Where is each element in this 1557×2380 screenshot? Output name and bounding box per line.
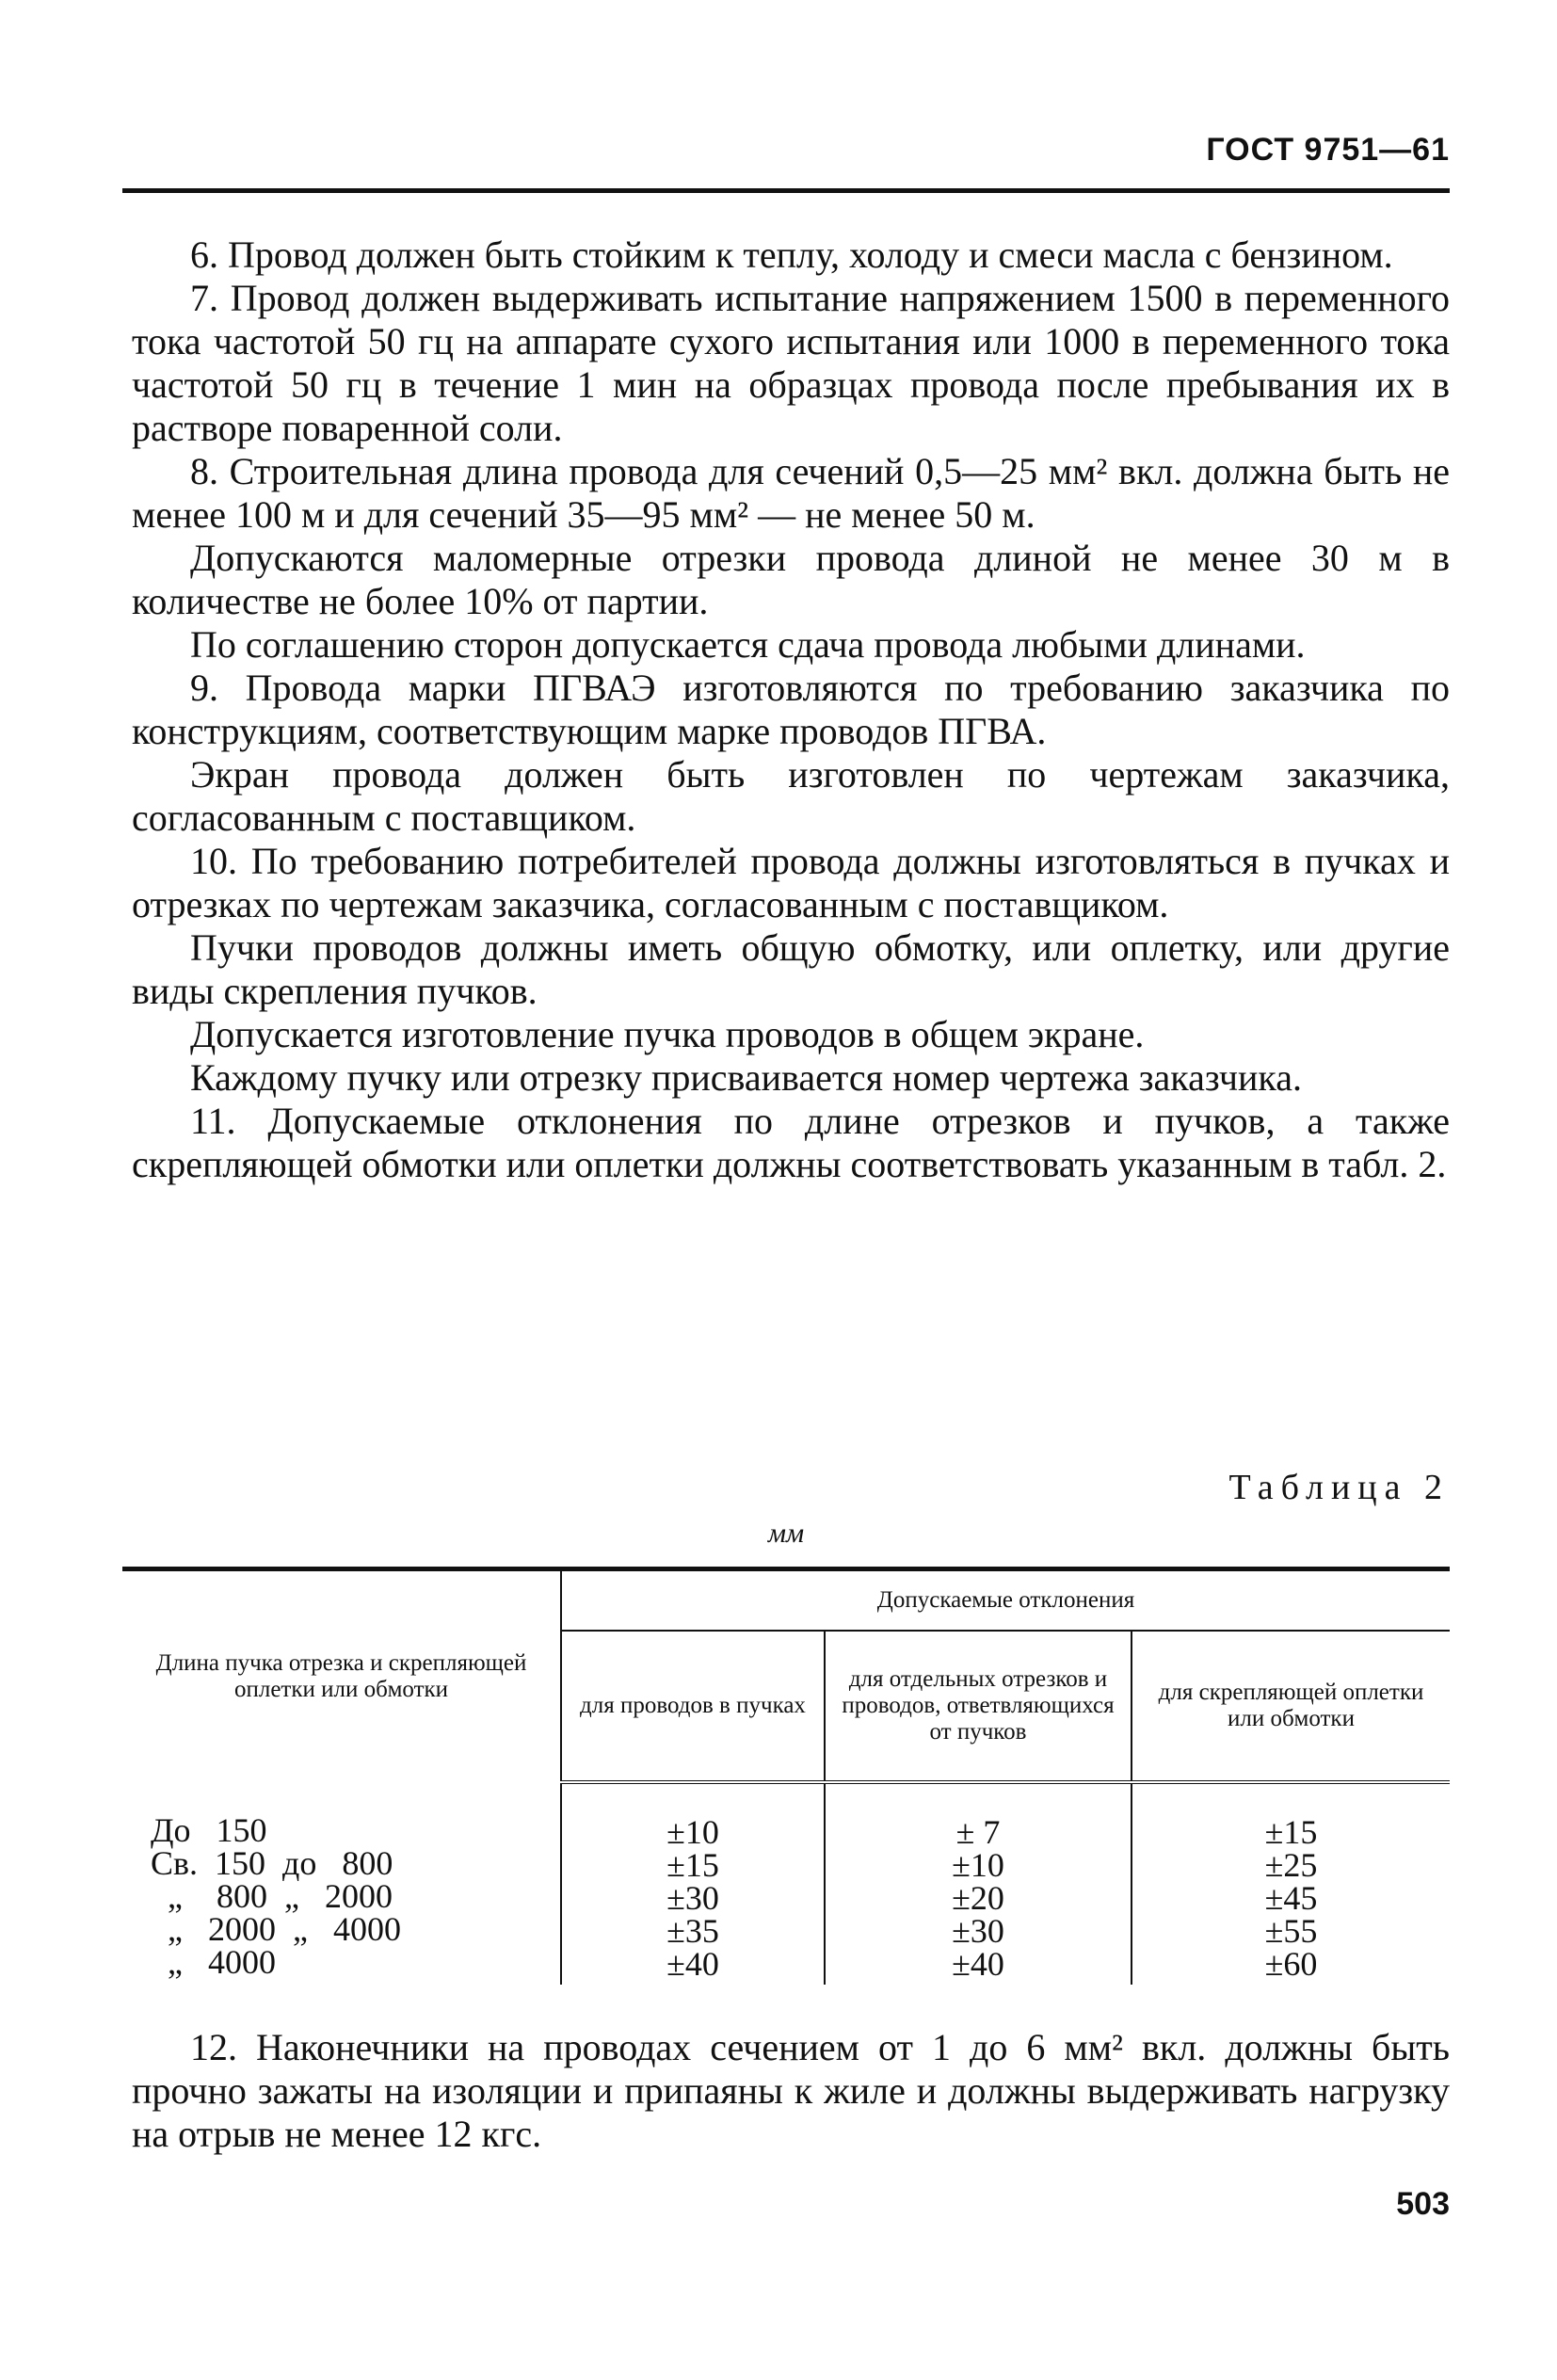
header-binding: для скрепляющей оплетки или обмотки <box>1132 1631 1450 1782</box>
document-body <box>132 233 1450 1186</box>
paragraph: Пучки проводов должны иметь общую обмотку, или оплетку, или другие виды скрепления пучков. <box>132 926 1450 1012</box>
paragraph: По соглашению сторон допускается сдача провода любыми длинами. <box>190 623 1306 666</box>
paragraph: 6. Провод должен быть стойким к теплу, холоду и смеси масла с бензином. <box>190 233 1393 276</box>
cell-bundles: ±10 ±15 ±30 ±35 ±40 <box>561 1782 825 1985</box>
paragraph: 9. Провода марки ПГВАЭ изготовляются по требованию заказчика по конструкциям, соответствующим марке проводов ПГВА. <box>132 667 1450 752</box>
paragraph: Каждому пучку или отрезку присваивается номер чертежа заказчика. <box>190 1056 1302 1099</box>
paragraph: Допускаются маломерные отрезки провода длиной не менее 30 м в количестве не более 10% от партии. <box>132 537 1450 622</box>
header-length: Длина пучка отрезка и скрепляющей оплетки или обмотки <box>122 1569 561 1783</box>
table-caption: Таблица 2 <box>1228 1468 1450 1507</box>
paragraph: 11. Допускаемые отклонения по длине отрезков и пучков, а также скрепляющей обмотки или оплетки должны соответствовать указанным в табл. 2. <box>132 1100 1450 1185</box>
paragraph: Экран провода должен быть изготовлен по чертежам заказчика, согласованным с поставщиком. <box>132 753 1450 839</box>
paragraph: Допускается изготовление пучка проводов в общем экране. <box>190 1013 1145 1055</box>
deviation-table <box>122 1567 1450 1985</box>
document-code: ГОСТ 9751—61 <box>1206 132 1450 168</box>
header-allowed-deviations: Допускаемые отклонения <box>561 1569 1450 1632</box>
paragraph: 10. По требованию потребителей провода должны изготовляться в пучках и отрезках по чертежам заказчика, согласованным с поставщиком. <box>132 840 1450 925</box>
header-rule <box>122 188 1450 193</box>
paragraph: 8. Строительная длина провода для сечений 0,5—25 мм² вкл. должна быть не менее 100 м и для сечений 35—95 мм² — не менее 50 м. <box>132 450 1450 536</box>
cell-lengths: До 150 Св. 150 до 800 „ 800 „ 2000 „ 2000 „ 4000 „ 4000 <box>151 1811 401 1981</box>
paragraph: 7. Провод должен выдерживать испытание напряжением 1500 в переменного тока частотой 50 гц на аппарате сухого испытания или 1000 в переменного тока частотой 50 гц в течение 1 мин на образцах провода после пребывания их в растворе поваренной соли. <box>132 277 1450 449</box>
paragraph: 12. Наконечники на проводах сечением от 1 до 6 мм² вкл. должны быть прочно зажаты на изоляции и припаяны к жиле и должны выдерживать нагрузку на отрыв не менее 12 кгс. <box>132 2026 1450 2155</box>
header-segments: для отдельных отрезков и проводов, ответвляющихся от пучков <box>825 1631 1132 1782</box>
cell-binding: ±15 ±25 ±45 ±55 ±60 <box>1132 1782 1450 1985</box>
table-unit: мм <box>767 1518 805 1549</box>
document-body-continued <box>132 2026 1450 2156</box>
page-number: 503 <box>1396 2186 1450 2222</box>
cell-segments: ± 7 ±10 ±20 ±30 ±40 <box>825 1782 1132 1985</box>
table-row <box>122 1782 1450 1985</box>
header-bundles: для проводов в пучках <box>561 1631 825 1782</box>
